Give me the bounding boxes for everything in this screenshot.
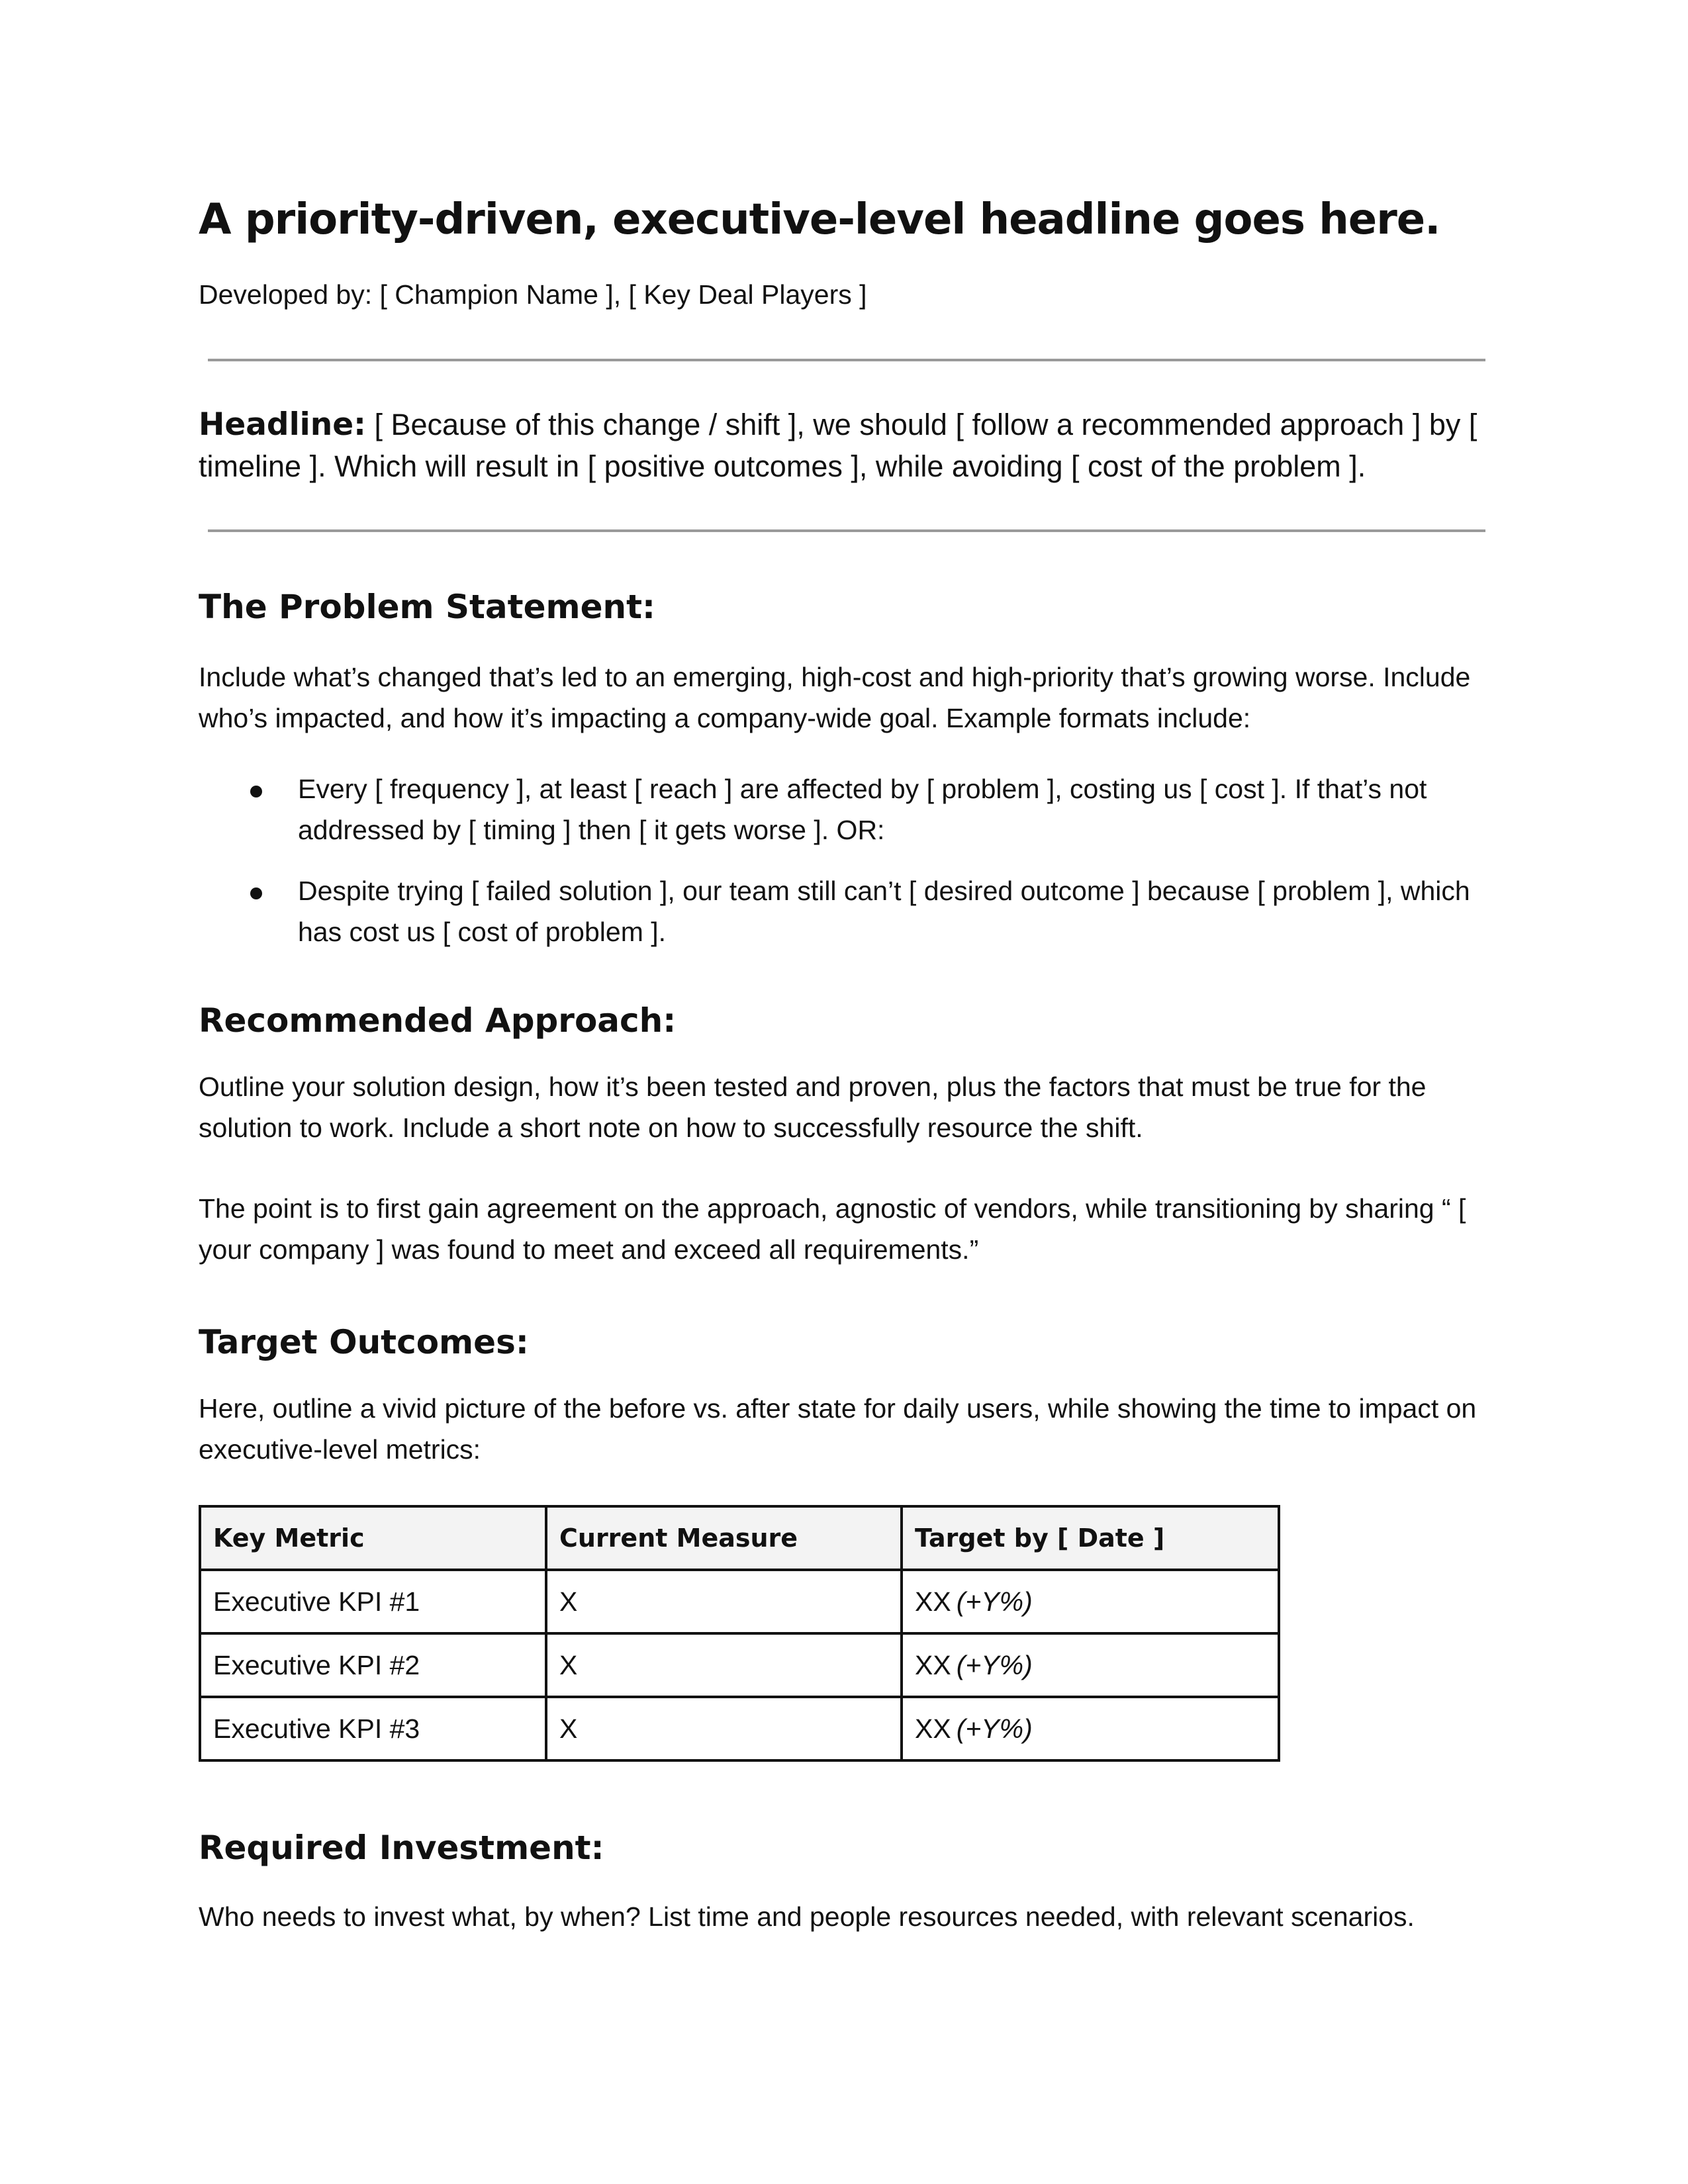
metrics-table (199, 1505, 1280, 1762)
target-value: XX (915, 1649, 951, 1680)
bullet-text: Despite trying [ failed solution ], our team still can’t [ desired outcome ] because [ problem ], which has cost us [ cost of problem ]. (298, 876, 1470, 947)
problem-bullet-list (199, 768, 1496, 972)
header-key-metric: Key Metric (200, 1506, 546, 1570)
divider-bottom (208, 529, 1485, 532)
bullet-icon (250, 786, 262, 797)
target-cell (902, 1633, 1279, 1697)
target-cell (902, 1570, 1279, 1633)
investment-text: Who needs to invest what, by when? List time and people resources needed, with relevant scenarios. (199, 1901, 1415, 1932)
problem-heading: The Problem Statement: (199, 588, 655, 626)
list-item (199, 768, 1496, 850)
table-header-row (200, 1506, 1279, 1570)
target-change: (+Y%) (956, 1586, 1033, 1617)
outcomes-intro: Here, outline a vivid picture of the before vs. after state for daily users, while showing the time to impact on executive-level metrics: (199, 1393, 1477, 1465)
current-cell: X (546, 1570, 902, 1633)
approach-heading: Recommended Approach: (199, 1001, 677, 1040)
target-value: XX (915, 1713, 951, 1744)
header-target: Target by [ Date ] (902, 1506, 1279, 1570)
headline-label: Headline: (199, 406, 366, 443)
approach-paragraph-1: Outline your solution design, how it’s been tested and proven, plus the factors that must be true for the solution to work. Include a short note on how to successfully resource the shift. (199, 1071, 1427, 1143)
header-current-measure: Current Measure (546, 1506, 902, 1570)
target-change: (+Y%) (956, 1713, 1033, 1744)
developed-by-line: Developed by: [ Champion Name ], [ Key Deal Players ] (199, 279, 867, 310)
outcomes-heading: Target Outcomes: (199, 1323, 529, 1361)
target-change: (+Y%) (956, 1649, 1033, 1680)
target-cell (902, 1697, 1279, 1760)
bullet-text: Every [ frequency ], at least [ reach ] are affected by [ problem ], costing us [ cost ]. If that’s not addressed by [ timing ] then [ it gets worse ]. OR: (298, 774, 1427, 845)
current-cell: X (546, 1633, 902, 1697)
table-row (200, 1633, 1279, 1697)
metric-cell: Executive KPI #2 (200, 1633, 546, 1697)
bullet-icon (250, 887, 262, 899)
divider-top (208, 359, 1485, 361)
headline-statement (199, 404, 1496, 487)
page-title: A priority-driven, executive-level headline goes here. (199, 195, 1440, 244)
investment-heading: Required Investment: (199, 1829, 604, 1867)
metric-cell: Executive KPI #3 (200, 1697, 546, 1760)
metric-cell: Executive KPI #1 (200, 1570, 546, 1633)
current-cell: X (546, 1697, 902, 1760)
list-item (199, 870, 1496, 952)
approach-paragraph-2: The point is to first gain agreement on the approach, agnostic of vendors, while transitioning by sharing “ [ your company ] was found to meet and exceed all requirements.” (199, 1193, 1466, 1265)
table-row (200, 1570, 1279, 1633)
table-row (200, 1697, 1279, 1760)
target-value: XX (915, 1586, 951, 1617)
problem-intro: Include what’s changed that’s led to an emerging, high-cost and high-priority that’s growing worse. Include who’s impacted, and how it’s impacting a company-wide goal. Example formats include: (199, 662, 1471, 733)
headline-text: [ Because of this change / shift ], we should [ follow a recommended approach ] by [ timeline ]. Which will result in [ positive outcomes ], while avoiding [ cost of the problem ]. (199, 408, 1477, 483)
